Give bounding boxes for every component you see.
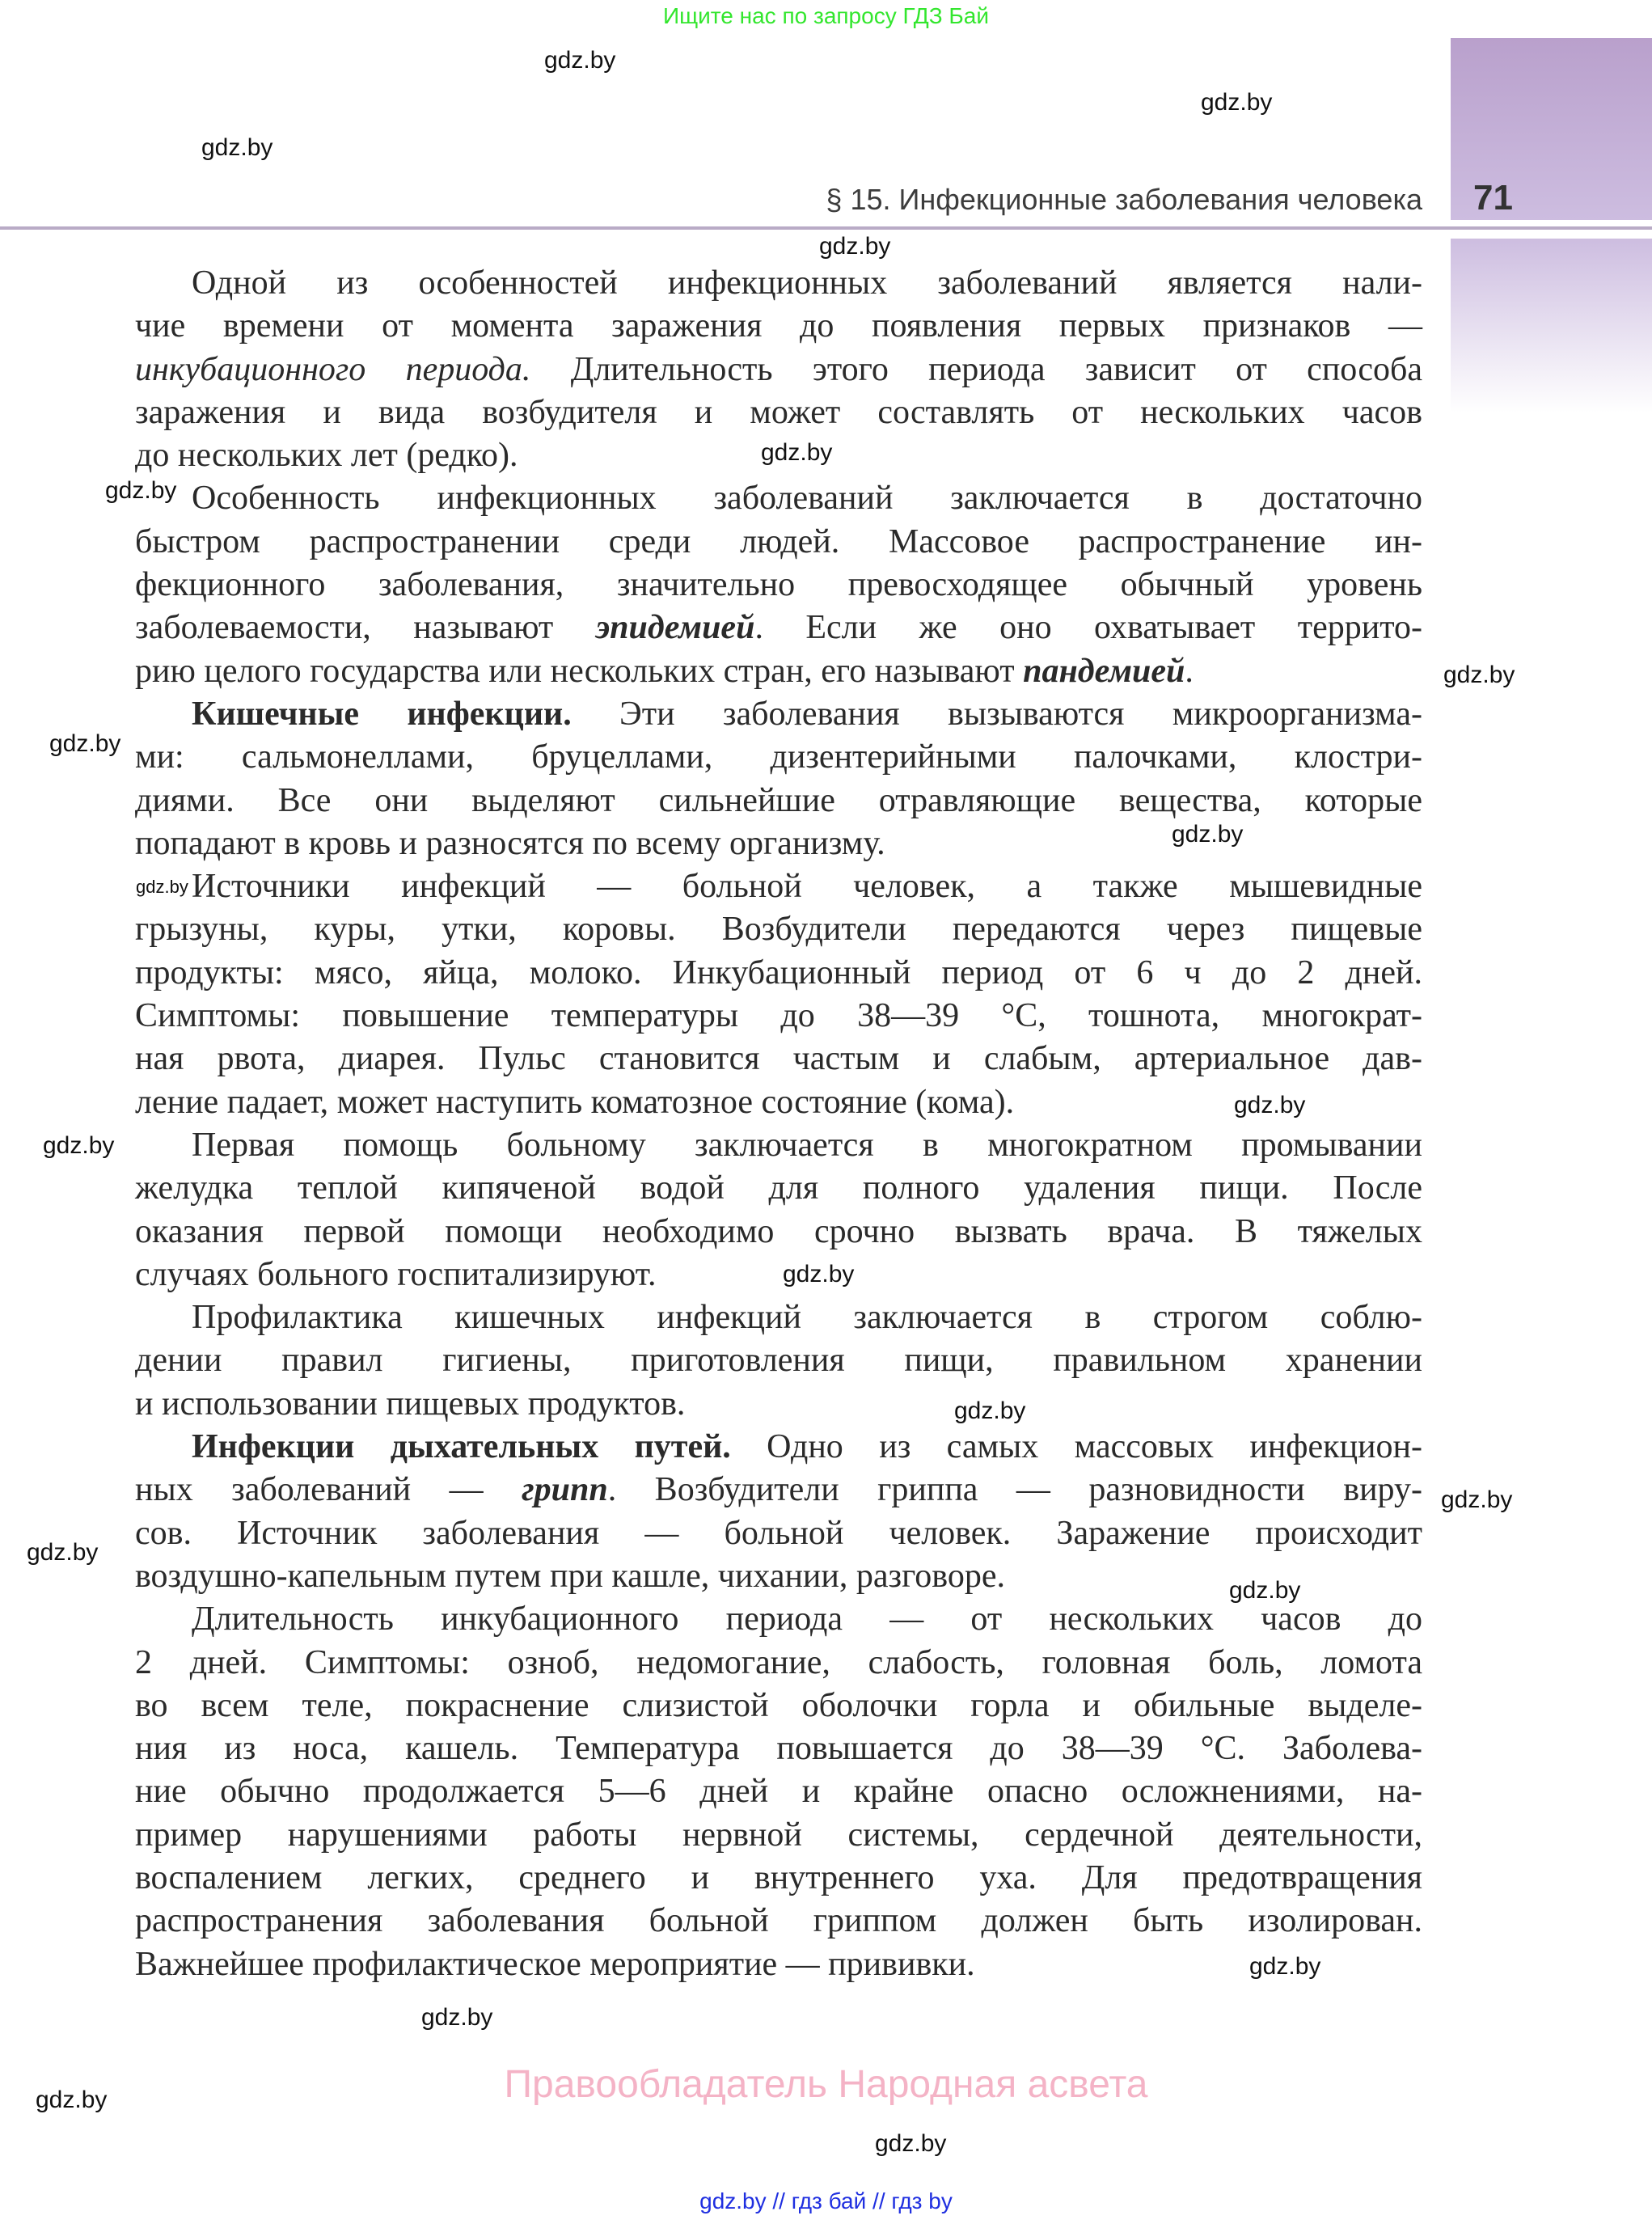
text-segment: ние обычно продолжается 5—6 дней и крайне опасно осложнениями, на- [135, 1773, 1422, 1811]
text-segment: Источники инфекций — больной человек, а также мышевидные [192, 868, 1422, 906]
text-line [135, 1814, 1422, 1857]
watermark: gdz.by [421, 2004, 493, 2031]
body-text [135, 262, 1422, 1986]
text-segment: сов. Источник заболевания — больной человек. Заражение происходит [135, 1514, 1422, 1552]
running-title: § 15. Инфекционные заболевания человека [826, 183, 1422, 216]
paragraph [135, 477, 1422, 692]
text-line [135, 1770, 1422, 1813]
text-segment: Эти заболевания вызываются микроорганизма- [571, 695, 1422, 733]
text-line [135, 262, 1422, 305]
text-segment: . Если же оно охватывает террито- [754, 609, 1422, 647]
watermark: gdz.by [136, 877, 188, 897]
paragraph [135, 1598, 1422, 1986]
emphasized-text: эпидемией [595, 609, 755, 647]
text-line [135, 1727, 1422, 1770]
text-segment: пример нарушениями работы нервной системы, сердечной деятельности, [135, 1816, 1422, 1854]
text-line [135, 1900, 1422, 1943]
text-segment: Первая помощь больному заключается в многократном промывании [192, 1126, 1422, 1164]
text-segment: дении правил гигиены, приготовления пищи, правильном хранении [135, 1342, 1422, 1380]
text-line [135, 693, 1422, 736]
text-line [135, 1167, 1422, 1210]
page-number: 71 [1473, 178, 1513, 218]
text-line [135, 780, 1422, 822]
text-line [135, 1469, 1422, 1512]
text-segment: рию целого государства или нескольких стран, его называют [135, 652, 1024, 690]
text-segment: ление падает, может наступить коматозное состояние (кома). [135, 1083, 1015, 1121]
watermark: gdz.by [27, 1539, 99, 1566]
text-line [135, 1081, 1422, 1124]
emphasized-text: Кишечные инфекции. [192, 695, 572, 733]
watermark: gdz.by [43, 1132, 115, 1159]
emphasized-text: Инфекции дыхательных путей. [192, 1428, 731, 1466]
text-segment: и использовании пищевых продуктов. [135, 1385, 686, 1423]
text-segment: распространения заболевания больной гриппом должен быть изолирован. [135, 1902, 1422, 1940]
text-line [135, 952, 1422, 995]
text-line [135, 995, 1422, 1038]
text-segment: быстром распространении среди людей. Массовое распространение ин- [135, 522, 1422, 560]
watermark: gdz.by [201, 134, 273, 161]
text-segment: желудка теплой кипяченой водой для полного удаления пищи. После [135, 1169, 1422, 1207]
watermark: gdz.by [1229, 1577, 1301, 1604]
text-segment: Одно из самых массовых инфекцион- [730, 1428, 1422, 1466]
text-segment: Симптомы: повышение температуры до 38—39 °С, тошнота, многократ- [135, 997, 1422, 1035]
watermark: gdz.by [875, 2130, 947, 2157]
text-line [135, 865, 1422, 908]
text-line [135, 1339, 1422, 1382]
text-segment: Профилактика кишечных инфекций заключается в строгом соблю- [192, 1299, 1422, 1337]
watermark: gdz.by [1249, 1953, 1321, 1980]
page-tab-fade [1451, 239, 1652, 412]
text-line [135, 564, 1422, 607]
watermark: gdz.by [819, 233, 891, 260]
text-line [135, 736, 1422, 779]
text-line [135, 1426, 1422, 1469]
text-line [135, 908, 1422, 951]
text-line [135, 1943, 1422, 1986]
watermark: gdz.by [49, 730, 121, 757]
text-segment: Важнейшее профилактическое мероприятие — прививки. [135, 1945, 975, 1983]
text-segment: оказания первой помощи необходимо срочно вызвать врача. В тяжелых [135, 1212, 1422, 1250]
watermark: gdz.by [1443, 662, 1515, 688]
text-line [135, 1296, 1422, 1339]
text-segment: попадают в кровь и разносятся по всему организму. [135, 824, 885, 862]
paragraph [135, 865, 1422, 1124]
watermark: gdz.by [1441, 1486, 1513, 1513]
text-line [135, 1383, 1422, 1426]
text-line [135, 1857, 1422, 1900]
emphasized-text: инкубационного периода. [135, 350, 531, 388]
text-segment: ная рвота, диарея. Пульс становится частым и слабым, артериальное дав- [135, 1040, 1422, 1078]
text-segment: заболеваемости, называют [135, 609, 596, 647]
watermark: gdz.by [1172, 821, 1244, 848]
paragraph [135, 1426, 1422, 1598]
watermark: gdz.by [1234, 1092, 1306, 1118]
text-line [135, 650, 1422, 693]
text-segment: 2 дней. Симптомы: озноб, недомогание, слабость, головная боль, ломота [135, 1643, 1422, 1681]
paragraph [135, 1124, 1422, 1296]
paragraph [135, 1296, 1422, 1426]
watermark: gdz.by [783, 1261, 855, 1287]
text-segment: Длительность этого периода зависит от способа [530, 350, 1422, 388]
text-line [135, 391, 1422, 434]
footer-links[interactable]: gdz.by // гдз бай // гдз by [699, 2188, 953, 2213]
watermark: gdz.by [105, 477, 177, 504]
text-segment: случаях больного госпитализируют. [135, 1255, 657, 1293]
text-segment: во всем теле, покраснение слизистой оболочки горла и обильные выделе- [135, 1686, 1422, 1724]
text-segment: заражения и вида возбудителя и может составлять от нескольких часов [135, 393, 1422, 431]
watermark: gdz.by [544, 47, 616, 74]
emphasized-text: грипп [522, 1471, 608, 1509]
text-line [135, 521, 1422, 564]
text-segment: . Возбудители гриппа — разновидности виру- [607, 1471, 1422, 1509]
text-line [135, 305, 1422, 348]
text-segment: Особенность инфекционных заболеваний заключается в достаточно [192, 480, 1422, 518]
text-segment: ния из носа, кашель. Температура повышается до 38—39 °С. Заболева- [135, 1730, 1422, 1768]
emphasized-text: пандемией [1023, 652, 1185, 690]
text-segment: фекционного заболевания, значительно превосходящее обычный уровень [135, 566, 1422, 604]
watermark: gdz.by [36, 2087, 108, 2113]
text-segment: Одной из особенностей инфекционных заболеваний является нали- [192, 264, 1422, 302]
text-line [135, 1038, 1422, 1080]
text-line [135, 1254, 1422, 1296]
text-segment: продукты: мясо, яйца, молоко. Инкубационный период от 6 ч до 2 дней. [135, 953, 1422, 991]
text-segment: чие времени от момента заражения до появления первых признаков — [135, 307, 1422, 345]
text-line [135, 1124, 1422, 1167]
text-line [135, 1685, 1422, 1727]
text-line [135, 1642, 1422, 1685]
text-segment: диями. Все они выделяют сильнейшие отравляющие вещества, которые [135, 781, 1422, 819]
text-line [135, 1512, 1422, 1555]
watermark: gdz.by [1201, 89, 1273, 116]
text-segment: воздушно-капельным путем при кашле, чихании, разговоре. [135, 1557, 1005, 1595]
text-segment: ных заболеваний — [135, 1471, 522, 1509]
text-line [135, 607, 1422, 649]
text-segment: Длительность инкубационного периода — от нескольких часов до [192, 1600, 1422, 1638]
text-segment: воспалением легких, среднего и внутреннего уха. Для предотвращения [135, 1858, 1422, 1896]
text-line [135, 349, 1422, 391]
search-banner: Ищите нас по запросу ГДЗ Бай [662, 3, 990, 28]
header-divider [0, 226, 1652, 230]
text-line [135, 477, 1422, 520]
copyright-notice: Правообладатель Народная асвета [504, 2063, 1148, 2106]
watermark: gdz.by [954, 1397, 1026, 1424]
text-segment: ми: сальмонеллами, бруцеллами, дизентерийными палочками, клостри- [135, 738, 1422, 776]
text-segment: до нескольких лет (редко). [135, 437, 518, 475]
text-line [135, 1211, 1422, 1254]
text-segment: грызуны, куры, утки, коровы. Возбудители передаются через пищевые [135, 911, 1422, 949]
text-segment: . [1185, 652, 1194, 690]
text-line [135, 1598, 1422, 1641]
watermark: gdz.by [761, 439, 833, 466]
